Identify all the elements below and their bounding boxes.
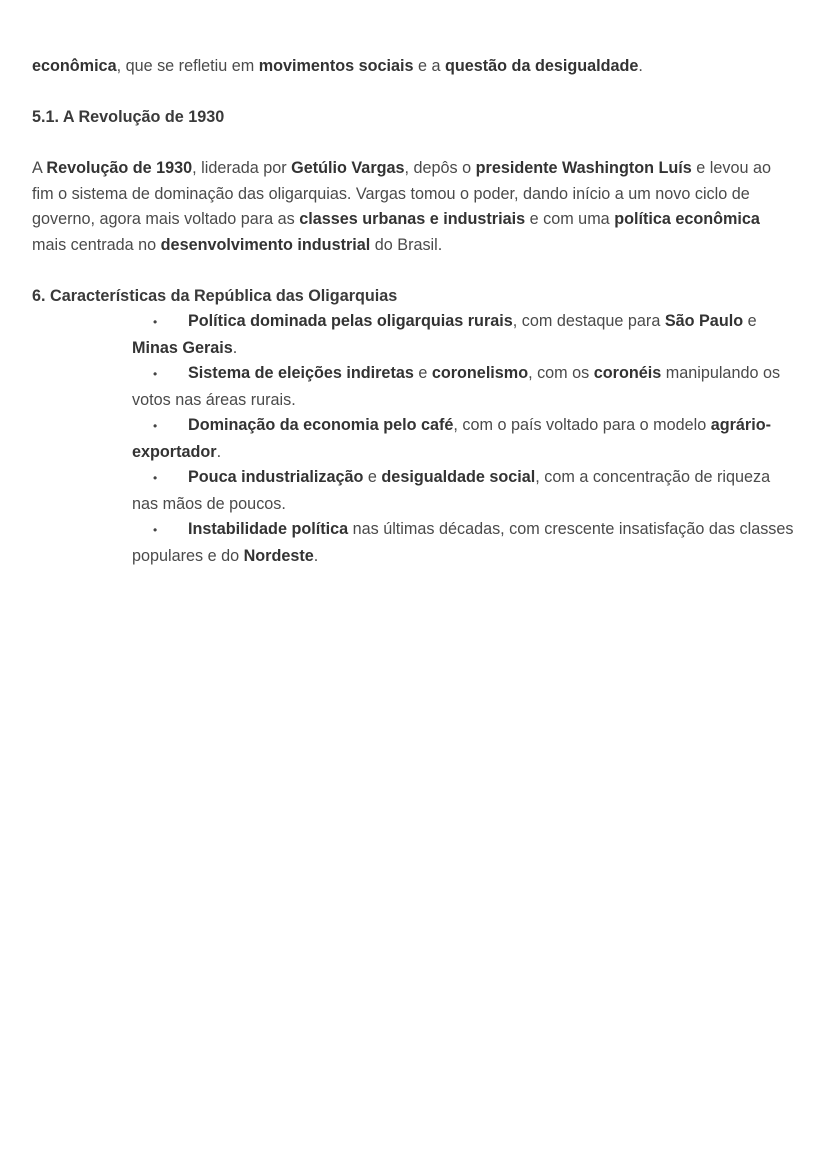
text-run: e [413,364,432,382]
characteristics-list [32,309,800,569]
text-run: A [32,159,47,177]
text-run: . [216,442,222,461]
text-run: , liderada por [192,159,292,177]
bold-text: classes urbanas e industriais [299,210,526,228]
section-heading-5-1: 5.1. A Revolução de 1930 [32,108,225,126]
bold-text: São Paulo [664,312,744,330]
bold-text: movimentos sociais [258,57,414,75]
text-run: mais centrada no [32,235,161,254]
bold-text: coronelismo [431,364,529,382]
text-run: , depôs o [404,159,476,177]
bullet-icon: • [153,471,158,485]
bold-text: Dominação da economia pelo café [188,416,454,434]
bold-text: Sistema de eleições indiretas [188,364,414,382]
text-run: manipulando os votos nas áreas rurais. [132,364,781,409]
bold-text: desigualdade social [381,468,536,486]
bold-text: presidente Washington Luís [475,159,692,177]
list-item [132,361,800,413]
bold-text: questão da desigualdade [445,57,639,75]
section-heading-6: 6. Características da República das Oligarquias [32,286,398,305]
bullet-icon: • [153,419,158,433]
bold-text: Nordeste [243,546,314,565]
bullet-icon: • [153,315,158,329]
list-item [132,465,800,517]
text-run: , que se refletiu em [116,57,259,75]
bold-text: Getúlio Vargas [291,159,405,177]
text-run: do Brasil. [370,235,443,254]
bold-text: política econômica [614,210,760,228]
bold-text: Instabilidade política [188,520,349,538]
revolution-1930-paragraph [32,156,792,258]
bold-text: agrário-exportador [132,416,772,461]
bold-text: Política dominada pelas oligarquias rurais [188,312,513,330]
text-run: , com o país voltado para o modelo [453,416,711,434]
list-item [132,517,800,569]
text-run: , com a concentração de riqueza nas mãos de poucos. [132,468,771,513]
text-run: e levou ao fim o sistema de dominação das oligarquias. Vargas tomou o poder, dando início a um novo ciclo de governo, agora mais voltado para as [32,159,771,228]
intro-paragraph [32,54,792,80]
bullet-icon: • [153,523,158,537]
document-page [0,0,792,569]
text-run: e [743,312,757,330]
text-run: nas últimas décadas, com crescente insatisfação das classes populares e do [132,520,794,565]
bullet-icon: • [153,367,158,381]
list-item [132,309,800,361]
bold-text: desenvolvimento industrial [160,235,371,254]
text-run: , com destaque para [512,312,665,330]
bold-text: Pouca industrialização [188,468,364,486]
bold-text: coronéis [593,364,662,382]
text-run: . [638,57,643,75]
text-run: e com uma [525,210,615,228]
list-item [132,413,800,465]
bold-text: Revolução de 1930 [46,159,193,177]
text-run: e a [413,57,445,75]
bold-text: Minas Gerais [132,338,233,357]
bold-text: econômica [32,57,117,75]
text-run: e [363,468,382,486]
text-run: . [313,546,319,565]
text-run: , com os [528,364,594,382]
text-run: . [232,338,238,357]
